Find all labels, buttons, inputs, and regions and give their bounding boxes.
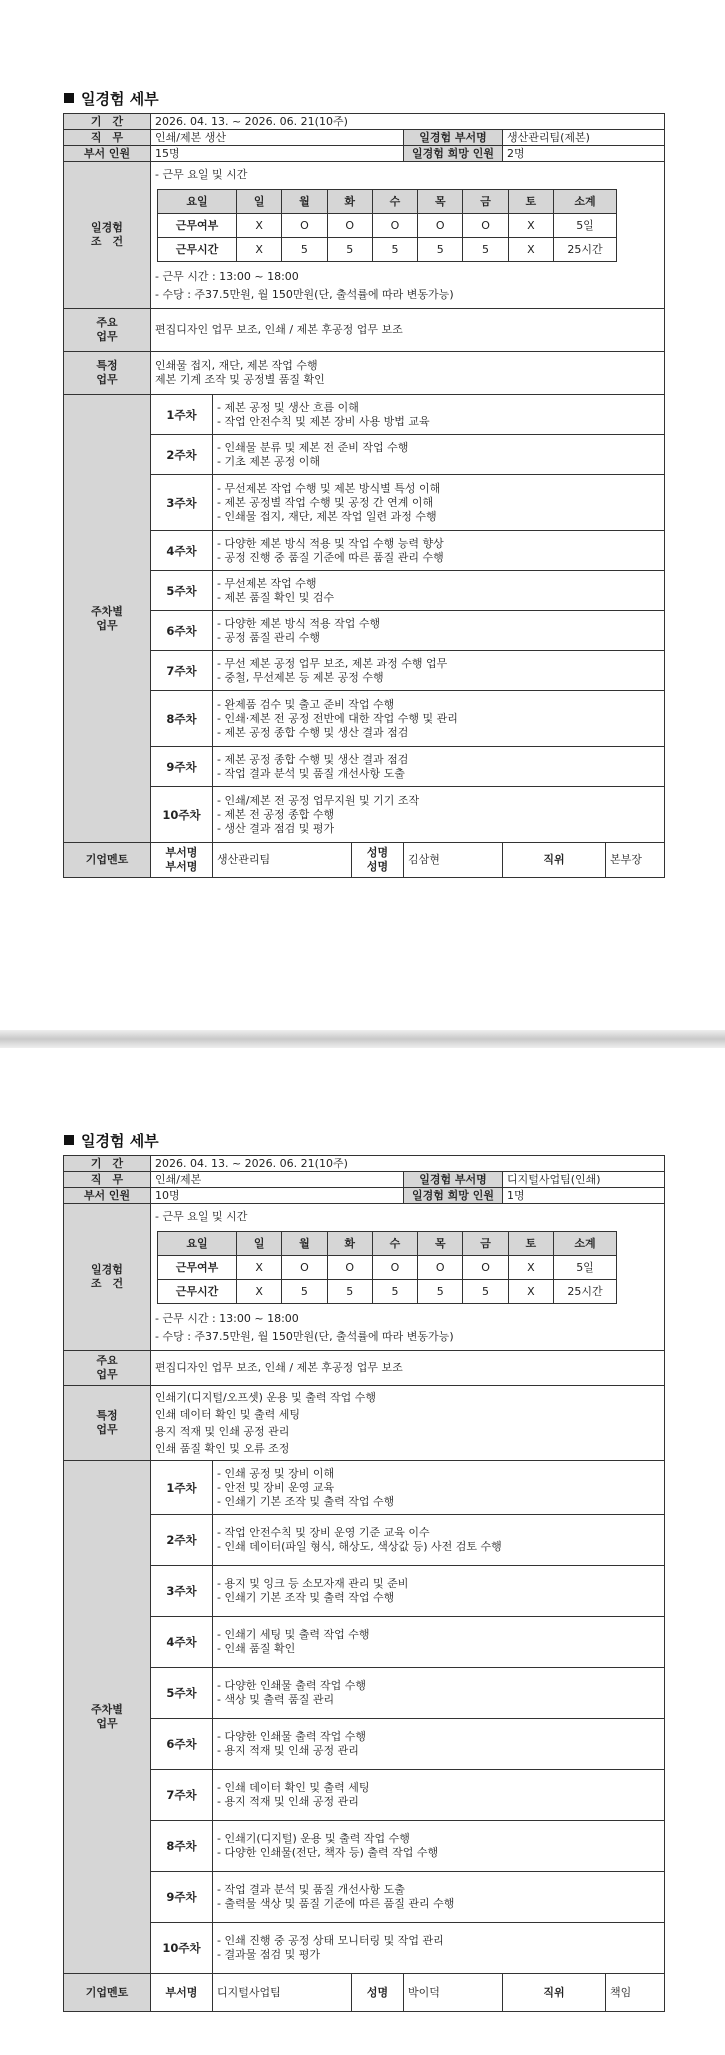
dept-size-value: 10명 [151,1188,404,1204]
schedule-cell: O [327,214,372,238]
schedule-header-cell: 금 [463,1232,508,1256]
job-value: 인쇄/제본 생산 [151,130,404,146]
main-work-value: 편집디자인 업무 보조, 인쇄 / 제본 후공정 업무 보조 [151,309,665,352]
week-label: 6주차 [151,611,213,651]
task-line: - 중철, 무선제본 등 제본 공정 수행 [217,670,384,684]
week-tasks [213,611,665,651]
mentor-dept-value: 생산관리팀 [213,843,352,878]
schedule-cell: X [237,238,282,262]
week-label: 5주차 [151,571,213,611]
schedule-cell: O [418,214,463,238]
schedule-cell: 5 [327,1280,372,1304]
week-tasks [213,1719,665,1770]
period-label: 기 간 [64,1156,151,1172]
week-label: 8주차 [151,1821,213,1872]
conditions-cell [151,1204,665,1351]
week-tasks [213,435,665,475]
schedule-cell: 5 [372,1280,417,1304]
dept-name-label: 일경험 부서명 [404,1172,503,1188]
task-line: - 출력물 색상 및 품질 기준에 따른 품질 관리 수행 [217,1897,455,1910]
week-tasks [213,1515,665,1566]
task-line: - 제본 품질 확인 및 검수 [217,590,335,604]
mentor-label: 기업멘토 [64,843,151,878]
task-line: - 제본 공정 종합 수행 및 생산 결과 점검 [217,725,409,739]
allowance-line: - 수당 : 주37.5만원, 월 150만원(단, 출석률에 따라 변동가능) [155,1330,454,1343]
job-label: 직 무 [64,1172,151,1188]
week-tasks [213,691,665,747]
mentor-dept-label: 부서명 [151,1974,213,2012]
conditions-label: 일경험 조 건 [64,162,151,309]
schedule-cell: 5 [418,1280,463,1304]
schedule-cell: X [237,214,282,238]
task-line: - 제본 공정 종합 수행 및 생산 결과 점검 [217,752,409,766]
schedule-header-cell: 소계 [554,190,617,214]
schedule-cell: 5일 [554,214,617,238]
task-line: - 인쇄물 분류 및 제본 전 준비 작업 수행 [217,440,409,454]
task-line: - 다양한 인쇄물(전단, 책자 등) 출력 작업 수행 [217,1846,439,1859]
job-label: 직 무 [64,130,151,146]
week-tasks [213,1923,665,1974]
week-label: 2주차 [151,1515,213,1566]
period-value: 2026. 04. 13. ~ 2026. 06. 21(10주) [151,1156,665,1172]
week-label: 5주차 [151,1668,213,1719]
special-work-line: 인쇄 품질 확인 및 오류 조정 [155,1442,290,1455]
task-line: - 다양한 제본 방식 적용 및 작업 수행 능력 향상 [217,536,444,550]
special-work-label: 특정 업무 [64,1386,151,1461]
task-line: - 완제품 검수 및 출고 준비 작업 수행 [217,697,395,711]
week-tasks [213,531,665,571]
mentor-name-value: 김삼현 [404,843,503,878]
week-label: 9주차 [151,747,213,787]
detail-table [63,1155,665,2012]
schedule-cell: 5일 [554,1256,617,1280]
hope-label: 일경험 희망 인원 [404,1188,503,1204]
task-line: - 인쇄물 접지, 재단, 제본 작업 일련 과정 수행 [217,509,437,523]
schedule-row-label: 근무시간 [158,1280,237,1304]
schedule-cell: O [282,1256,327,1280]
task-line: - 인쇄/제본 전 공정 업무지원 및 기기 조작 [217,793,420,807]
schedule-header-cell: 일 [237,1232,282,1256]
week-label: 3주차 [151,1566,213,1617]
schedule-cell: 25시간 [554,1280,617,1304]
schedule-row-label: 근무여부 [158,1256,237,1280]
task-line: - 무선제본 작업 수행 및 제본 방식별 특성 이해 [217,481,441,495]
job-value: 인쇄/제본 [151,1172,404,1188]
work-schedule-table [157,189,617,262]
schedule-header-cell: 요일 [158,1232,237,1256]
schedule-header-cell: 일 [237,190,282,214]
special-work-line: 제본 기계 조작 및 공정별 품질 확인 [155,373,325,386]
week-tasks [213,1566,665,1617]
schedule-header-cell: 금 [463,190,508,214]
work-hours-line: - 근무 시간 : 13:00 ~ 18:00 [155,1312,299,1325]
week-label: 10주차 [151,1923,213,1974]
schedule-cell: O [282,214,327,238]
task-line: - 기초 제본 공정 이해 [217,454,320,468]
week-label: 8주차 [151,691,213,747]
week-tasks [213,1770,665,1821]
main-work-label: 주요 업무 [64,1351,151,1386]
schedule-header-cell: 화 [327,190,372,214]
task-line: - 제본 공정 및 생산 흐름 이해 [217,400,359,414]
schedule-row-label: 근무시간 [158,238,237,262]
task-line: - 인쇄기 기본 조작 및 출력 작업 수행 [217,1591,395,1604]
square-bullet-icon [64,1135,74,1145]
schedule-cell: X [237,1280,282,1304]
schedule-cell: O [327,1256,372,1280]
conditions-cell [151,162,665,309]
main-work-label: 주요 업무 [64,309,151,352]
special-work-line: 용지 적재 및 인쇄 공정 관리 [155,1425,290,1438]
week-label: 4주차 [151,531,213,571]
task-line: - 작업 안전수칙 및 제본 장비 사용 방법 교육 [217,414,430,428]
work-hours-line: - 근무 시간 : 13:00 ~ 18:00 [155,270,299,283]
task-line: - 작업 결과 분석 및 품질 개선사항 도출 [217,1883,405,1896]
section-title: 일경험 세부 [64,88,159,109]
schedule-cell: 5 [327,238,372,262]
hope-value: 1명 [503,1188,665,1204]
mentor-name-label: 성명 [352,1974,404,2012]
schedule-cell: 5 [282,1280,327,1304]
square-bullet-icon [64,93,74,103]
conditions-label: 일경험 조 건 [64,1204,151,1351]
task-line: - 용지 적재 및 인쇄 공정 관리 [217,1795,359,1808]
week-tasks [213,571,665,611]
task-line: - 공정 품질 관리 수행 [217,630,320,644]
special-work-cell [151,1386,665,1461]
mentor-dept-value: 디지털사업팀 [213,1974,352,2012]
task-line: - 제본 전 공정 종합 수행 [217,807,335,821]
hope-label: 일경험 희망 인원 [404,146,503,162]
schedule-cell: O [418,1256,463,1280]
schedule-header-cell: 토 [508,1232,553,1256]
week-label: 4주차 [151,1617,213,1668]
mentor-position-label: 직위 [503,843,606,878]
section-title: 일경험 세부 [64,1130,159,1151]
schedule-cell: X [237,1256,282,1280]
task-line: - 다양한 인쇄물 출력 작업 수행 [217,1679,366,1692]
dept-size-label: 부서 인원 [64,1188,151,1204]
schedule-header-cell: 소계 [554,1232,617,1256]
weekly-work-label: 주차별 업무 [64,1461,151,1974]
task-line: - 작업 결과 분석 및 품질 개선사항 도출 [217,766,405,780]
special-work-line: 인쇄기(디지털/오프셋) 운용 및 출력 작업 수행 [155,1391,377,1404]
mentor-dept-label: 부서명 부서명 [151,843,213,878]
schedule-cell: 5 [463,1280,508,1304]
week-label: 9주차 [151,1872,213,1923]
task-line: - 인쇄기 기본 조작 및 출력 작업 수행 [217,1494,395,1508]
weekly-work-label: 주차별 업무 [64,395,151,843]
week-tasks [213,395,665,435]
week-tasks [213,787,665,843]
week-label: 7주차 [151,1770,213,1821]
task-line: - 인쇄기 세팅 및 출력 작업 수행 [217,1628,370,1641]
week-label: 2주차 [151,435,213,475]
special-work-label: 특정 업무 [64,352,151,395]
schedule-cell: X [508,238,553,262]
week-tasks [213,1461,665,1515]
week-tasks [213,475,665,531]
mentor-position-value: 본부장 [606,843,665,878]
schedule-header-cell: 수 [372,190,417,214]
dept-name-value: 디지털사업팀(인쇄) [503,1172,665,1188]
task-line: - 인쇄기(디지털) 운용 및 출력 작업 수행 [217,1832,410,1845]
schedule-header-cell: 요일 [158,190,237,214]
special-work-line: 인쇄 데이터 확인 및 출력 세팅 [155,1408,300,1421]
task-line: - 작업 안전수칙 및 장비 운영 기준 교육 이수 [217,1526,430,1539]
schedule-header-cell: 화 [327,1232,372,1256]
week-tasks [213,1821,665,1872]
schedule-cell: 5 [418,238,463,262]
mentor-position-value: 책임 [606,1974,665,2012]
schedule-cell: X [508,1256,553,1280]
mentor-name-value: 박이덕 [404,1974,503,2012]
schedule-cell: 5 [372,238,417,262]
period-value: 2026. 04. 13. ~ 2026. 06. 21(10주) [151,114,665,130]
conditions-head: - 근무 요일 및 시간 [155,168,248,181]
dept-size-label: 부서 인원 [64,146,151,162]
task-line: - 색상 및 출력 품질 관리 [217,1693,335,1706]
week-tasks [213,1617,665,1668]
dept-name-value: 생산관리팀(제본) [503,130,665,146]
schedule-cell: O [372,1256,417,1280]
schedule-cell: 5 [282,238,327,262]
dept-size-value: 15명 [151,146,404,162]
conditions-head: - 근무 요일 및 시간 [155,1210,248,1223]
task-line: - 다양한 제본 방식 적용 작업 수행 [217,616,381,630]
task-line: - 인쇄 데이터 확인 및 출력 세팅 [217,1781,370,1794]
schedule-header-cell: 목 [418,1232,463,1256]
schedule-row-label: 근무여부 [158,214,237,238]
schedule-header-cell: 월 [282,1232,327,1256]
week-label: 1주차 [151,395,213,435]
task-line: - 인쇄 공정 및 장비 이해 [217,1466,335,1480]
task-line: - 무선제본 작업 수행 [217,576,317,590]
task-line: - 무선 제본 공정 업무 보조, 제본 과정 수행 업무 [217,656,448,670]
task-line: - 인쇄 데이터(파일 형식, 해상도, 색상값 등) 사전 검토 수행 [217,1540,502,1553]
task-line: - 인쇄 품질 확인 [217,1642,296,1655]
special-work-line: 인쇄물 접지, 재단, 제본 작업 수행 [155,359,318,372]
task-line: - 생산 결과 점검 및 평가 [217,821,335,835]
week-tasks [213,1668,665,1719]
task-line: - 인쇄 진행 중 공정 상태 모니터링 및 작업 관리 [217,1934,444,1947]
dept-name-label: 일경험 부서명 [404,130,503,146]
task-line: - 공정 진행 중 품질 기준에 따른 품질 관리 수행 [217,550,444,564]
week-label: 6주차 [151,1719,213,1770]
schedule-cell: O [463,214,508,238]
hope-value: 2명 [503,146,665,162]
allowance-line: - 수당 : 주37.5만원, 월 150만원(단, 출석률에 따라 변동가능) [155,288,454,301]
week-label: 3주차 [151,475,213,531]
page-divider [0,1030,725,1048]
period-label: 기 간 [64,114,151,130]
week-label: 7주차 [151,651,213,691]
schedule-header-cell: 월 [282,190,327,214]
task-line: - 용지 및 잉크 등 소모자재 관리 및 준비 [217,1577,409,1590]
task-line: - 결과물 점검 및 평가 [217,1948,320,1961]
main-work-value: 편집디자인 업무 보조, 인쇄 / 제본 후공정 업무 보조 [151,1351,665,1386]
week-label: 10주차 [151,787,213,843]
schedule-cell: X [508,1280,553,1304]
task-line: - 안전 및 장비 운영 교육 [217,1480,335,1494]
week-label: 1주차 [151,1461,213,1515]
week-tasks [213,1872,665,1923]
mentor-position-label: 직위 [503,1974,606,2012]
mentor-label: 기업멘토 [64,1974,151,2012]
detail-table [63,113,665,878]
schedule-cell: O [372,214,417,238]
schedule-header-cell: 토 [508,190,553,214]
task-line: - 다양한 인쇄물 출력 작업 수행 [217,1730,366,1743]
work-schedule-table [157,1231,617,1304]
schedule-cell: O [463,1256,508,1280]
week-tasks [213,747,665,787]
week-tasks [213,651,665,691]
mentor-name-label: 성명 성명 [352,843,404,878]
schedule-cell: 25시간 [554,238,617,262]
task-line: - 제본 공정별 작업 수행 및 공정 간 연계 이해 [217,495,434,509]
task-line: - 용지 적재 및 인쇄 공정 관리 [217,1744,359,1757]
schedule-cell: 5 [463,238,508,262]
task-line: - 인쇄·제본 전 공정 전반에 대한 작업 수행 및 관리 [217,711,458,725]
special-work-cell [151,352,665,395]
schedule-header-cell: 수 [372,1232,417,1256]
schedule-header-cell: 목 [418,190,463,214]
schedule-cell: X [508,214,553,238]
